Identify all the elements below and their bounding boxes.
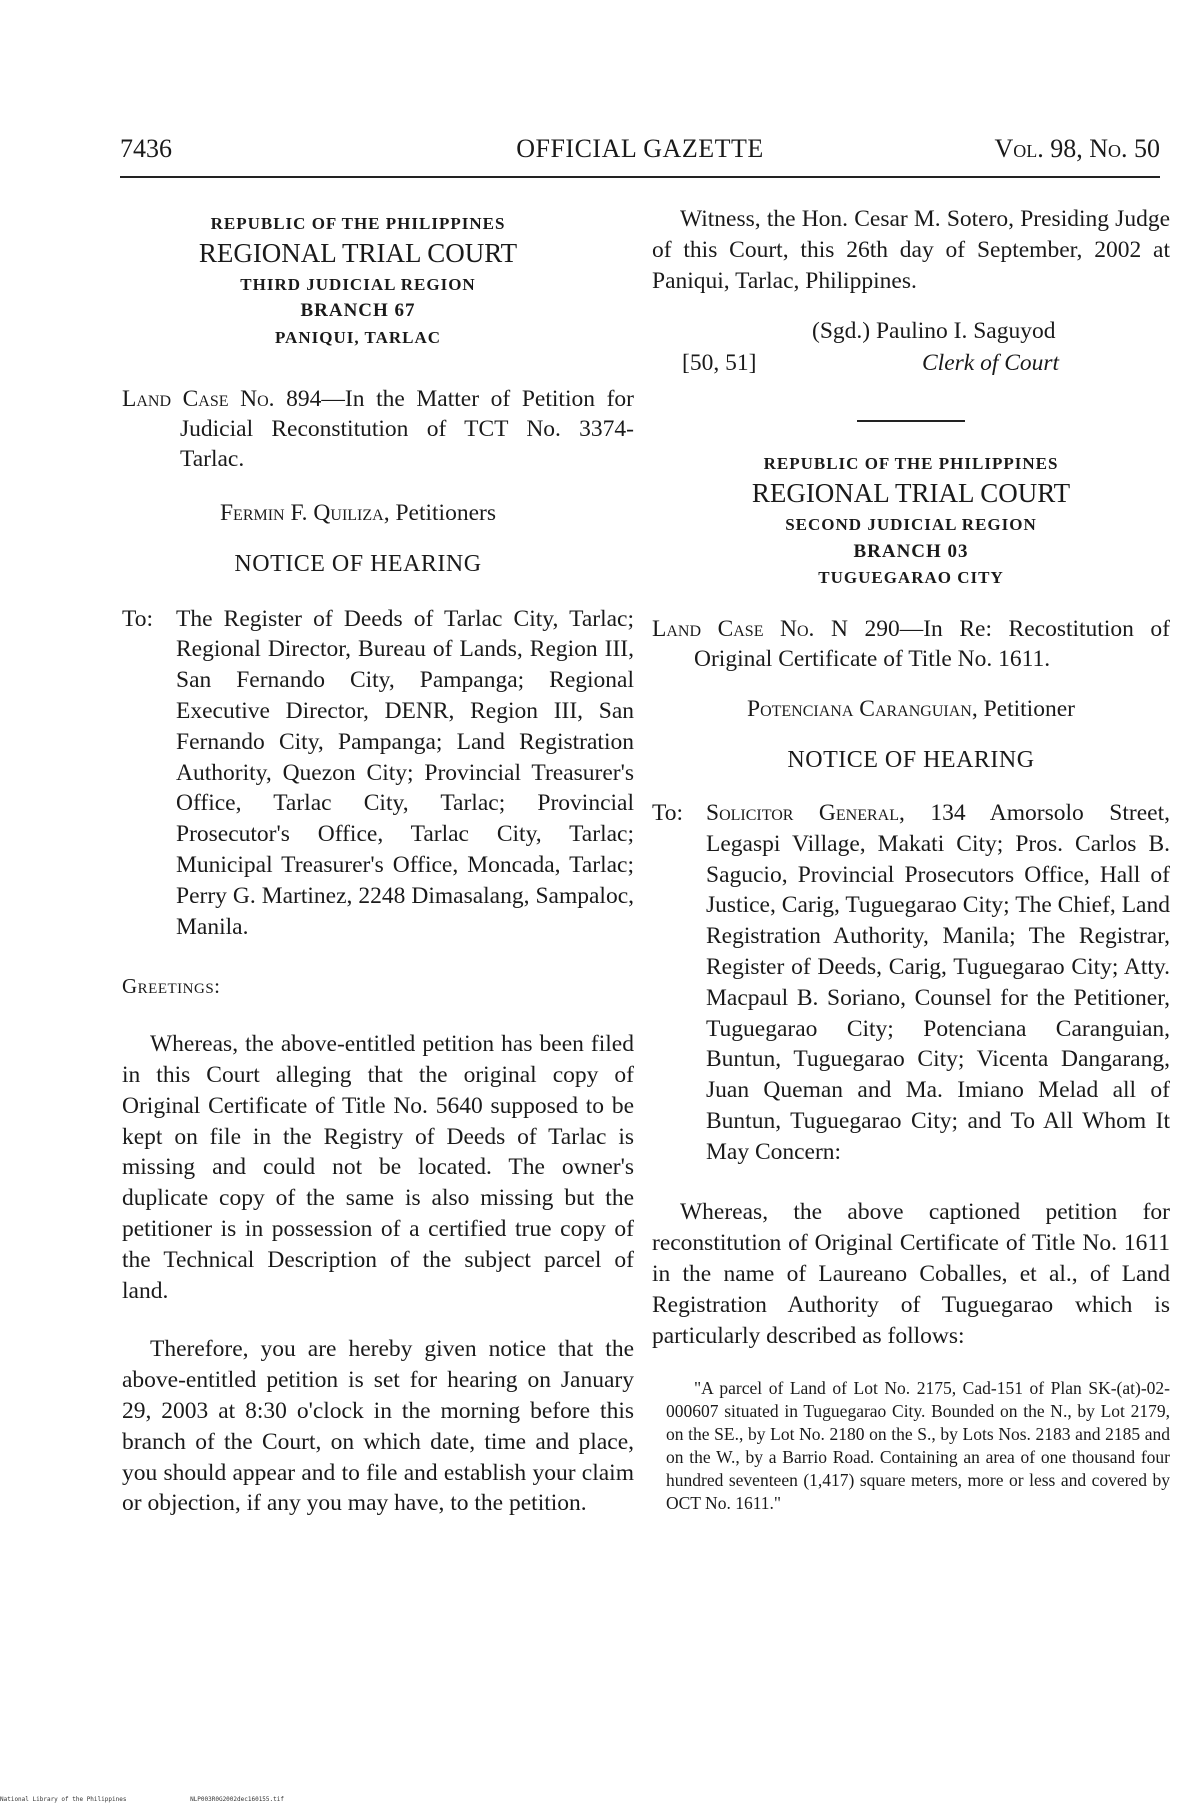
signature-block [652, 318, 1170, 388]
party-name: Potenciana Caranguian, [747, 695, 978, 722]
land-description-quote: "A parcel of Land of Lot No. 2175, Cad-151 of Plan SK-(at)-02-000607 situated in Tuguegarao City. Bounded on the N., by Lot 2179, on the SE., by Lot No. 2180 on the S., by Lots Nos. 2183 and 2185 and on the W., by a Barrio Road. Containing an area of one thousand four hundred seventeen (1,417) square meters, more or less and covered by OCT No. 1611." [666, 1378, 1170, 1514]
whereas-paragraph: Whereas, the above captioned petition for reconstitution of Original Certificate of Title No. 1611 in the name of Laureano Coballes, et al., of Land Registration Authority of Tuguegarao which is particularly described as follows: [652, 1199, 1170, 1349]
court-block-tuguegarao [652, 454, 1170, 588]
court-place: PANIQUI, TARLAC [274, 327, 442, 347]
to-text-wrap [706, 798, 1170, 1168]
party-role: Petitioners [395, 499, 496, 526]
volume-issue: Vol. 98, No. 50 [994, 134, 1160, 163]
to-label: To: [122, 605, 153, 632]
case-label: Land Case No. N 290 [652, 615, 900, 642]
to-text: The Register of Deeds of Tarlac City, Tarlac; Regional Director, Bureau of Lands, Region III, San Fernando City, Pampanga; Regional Executive Director, DENR, Region III, San Fernando City, Pampanga; Land Registration Authority, Quezon City; Provincial Treasurer's Office, Tarlac City, Tarlac; Provincial Prosecutor's Office, Tarlac City, Tarlac; Municipal Treasurer's Office, Moncada, Tarlac; Perry G. Martinez, 2248 Dimasalang, Sampaloc, Manila. [176, 605, 634, 940]
court-branch: BRANCH 03 [853, 540, 969, 562]
scan-file: NLP003R0G2002dec160155.tif [190, 1796, 284, 1803]
signature: (Sgd.) Paulino I. Saguyod [812, 318, 1056, 345]
to-lead: Solicitor General, [706, 799, 905, 826]
notice-title: NOTICE OF HEARING [234, 550, 482, 577]
court-republic: REPUBLIC OF THE PHILIPPINES [763, 454, 1059, 474]
header-rule [120, 176, 1160, 178]
clerk-title: Clerk of Court [922, 350, 1060, 377]
scan-footer [0, 1796, 344, 1803]
court-place: TUGUEGARAO CITY [818, 568, 1004, 588]
to-text: 134 Amorsolo Street, Legaspi Village, Makati City; Pros. Carlos B. Sagucio, Provincial Prosecutors Office, Hall of Justice, Carig, Tuguegarao City; The Chief, Land Registration Authority, Manila; The Registrar, Register of Deeds, Carig, Tuguegarao City; Atty. Macpaul B. Soriano, Counsel for the Petitioner, Tuguegarao City; Potenciana Caranguian, Buntun, Tuguegarao City; Vicenta Dangarang, Juan Queman and Ma. Imiano Melad all of Buntun, Tuguegarao City; and To All Whom It May Concern: [706, 799, 1170, 1165]
therefore-paragraph: Therefore, you are hereby given notice that the above-entitled petition is set for hearing on January 29, 2003 at 8:30 o'clock in the morning before this branch of the Court, on which date, time and place, you should appear and to file and establish your claim or objection, if any you may have, to the petition. [122, 1336, 634, 1517]
party-line [82, 500, 634, 527]
notice-title: NOTICE OF HEARING [787, 746, 1035, 773]
greetings: Greetings: [122, 974, 221, 999]
to-label: To: [652, 799, 683, 826]
party-role: Petitioner [983, 695, 1075, 722]
case-heading [652, 614, 1170, 674]
library-credit: National Library of the Philippines [0, 1796, 127, 1803]
right-column [652, 204, 1170, 1515]
publication-title: OFFICIAL GAZETTE [516, 134, 764, 163]
section-divider [857, 420, 965, 422]
page-number: 7436 [120, 134, 172, 163]
court-name: REGIONAL TRIAL COURT [751, 477, 1071, 508]
case-title: —In Re: Recostitution of Original Certificate of Title No. 1611. [694, 615, 1170, 672]
case-heading [122, 384, 634, 474]
court-branch: BRANCH 67 [300, 300, 416, 322]
case-title: —In the Matter of Petition for Judicial Reconstitution of TCT No. 3374-Tarlac. [180, 385, 634, 472]
addressees [122, 604, 634, 943]
court-name: REGIONAL TRIAL COURT [198, 237, 518, 268]
issue-numbers: [50, 51] [682, 350, 757, 377]
addressees [652, 798, 1170, 1168]
party-line [652, 696, 1170, 723]
witness-paragraph: Witness, the Hon. Cesar M. Sotero, Presiding Judge of this Court, this 26th day of September, 2002 at Paniqui, Tarlac, Philippines. [652, 206, 1170, 294]
left-column [122, 200, 634, 1519]
court-region: SECOND JUDICIAL REGION [785, 514, 1037, 534]
court-region: THIRD JUDICIAL REGION [240, 274, 476, 294]
page-header [120, 134, 1160, 174]
whereas-paragraph: Whereas, the above-entitled petition has been filed in this Court alleging that the original copy of Original Certificate of Title No. 5640 supposed to be kept on file in the Registry of Deeds of Tarlac is missing and could not be located. The owner's duplicate copy of the same is also missing but the petitioner is in possession of a certified true copy of the Technical Description of the subject parcel of land. [122, 1031, 634, 1304]
party-name: Fermin F. Quiliza, [219, 499, 390, 526]
case-label: Land Case No. 894 [122, 385, 322, 412]
court-block-paniqui [82, 214, 634, 348]
court-republic: REPUBLIC OF THE PHILIPPINES [210, 214, 506, 233]
